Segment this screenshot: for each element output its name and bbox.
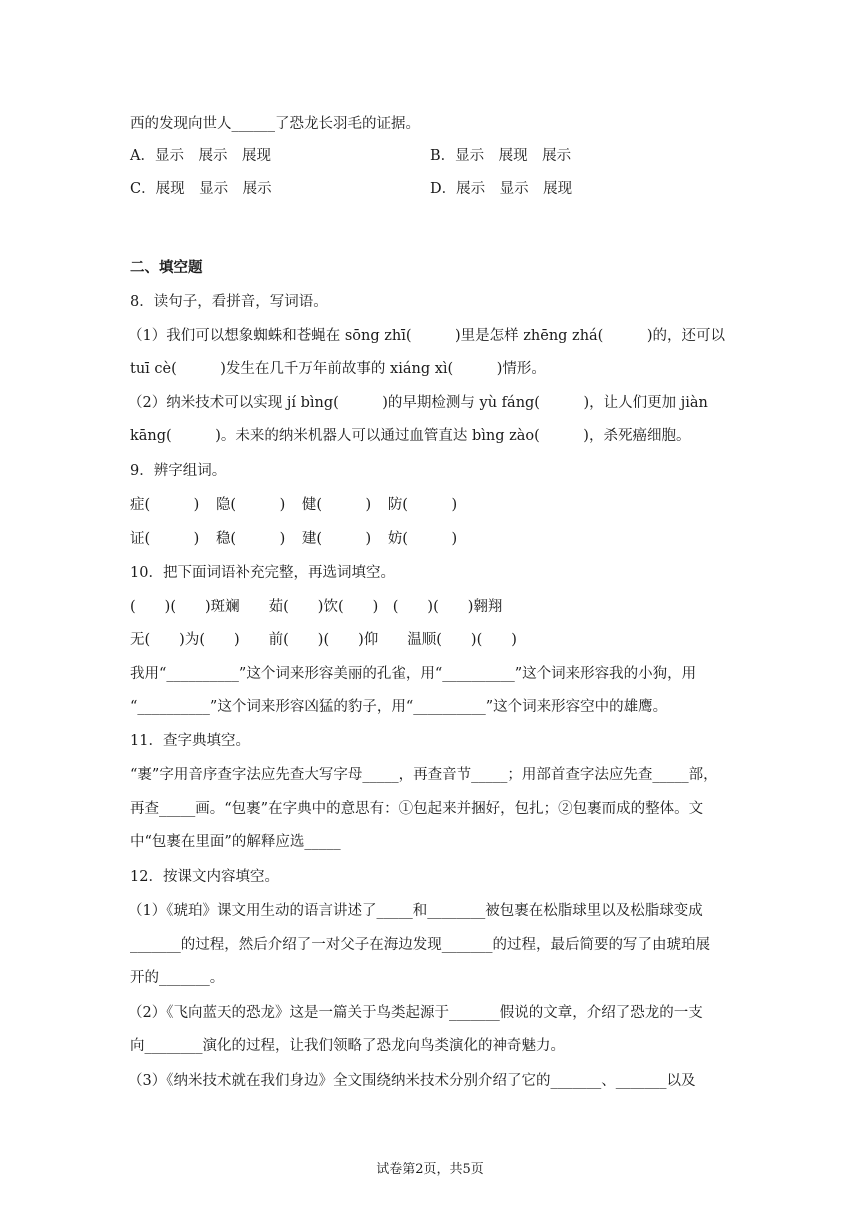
section-title-fill-in: 二、填空题 (130, 259, 203, 276)
q7-option-a[interactable]: A．显示 展示 展现 (130, 148, 271, 164)
q12-line: _______的过程，然后介绍了一对父子在海边发现_______的过程，最后简要的写了由琥珀展 (130, 937, 710, 953)
q10-line: ( )( )斑斓 茹( )饮( ) ( )( )翱翔 (130, 599, 503, 615)
q9-stem: 9．辨字组词。 (130, 463, 227, 479)
q11-line: “裹”字用音序查字法应先查大写字母_____，再查音节_____；用部首查字法应先查_____部， (130, 767, 718, 783)
q7-option-c[interactable]: C．展现 显示 展示 (130, 181, 272, 197)
q12-stem: 12．按课文内容填空。 (130, 869, 279, 885)
q9-item: 隐( ) (215, 497, 286, 513)
q11-stem: 11．查字典填空。 (130, 733, 250, 749)
q8-stem: 8．读句子，看拼音，写词语。 (130, 294, 328, 310)
q8-line: kāng( )。未来的纳米机器人可以通过血管直达 bìng zào( )，杀死癌细胞。 (130, 428, 691, 444)
q8-line: tuī cè( )发生在几千万年前故事的 xiáng xì( )情形。 (130, 361, 546, 377)
q7-option-d[interactable]: D．展示 显示 展现 (430, 181, 573, 197)
q12-line: 向________演化的过程，让我们领略了恐龙向鸟类演化的神奇魅力。 (130, 1038, 565, 1054)
q9-item: 妨( ) (387, 531, 458, 547)
q12-line: （3）《纳米技术就在我们身边》全文围绕纳米技术分别介绍了它的_______、_______以及 (128, 1073, 696, 1089)
q9-row-1 (130, 495, 469, 515)
page-footer: 试卷第2页，共5页 (376, 1162, 484, 1177)
q9-item: 健( ) (301, 497, 372, 513)
q12-line: 开的_______。 (130, 970, 225, 986)
q7-option-b[interactable]: B．显示 展现 展示 (430, 148, 572, 164)
q9-item: 防( ) (387, 497, 458, 513)
q9-row-2 (130, 529, 469, 549)
q11-line: 再查_____画。“包裹”在字典中的意思有：①包起来并捆好，包扎；②包裹而成的整体。文 (130, 801, 704, 817)
q8-line: （2）纳米技术可以实现 jí bìng( )的早期检测与 yù fáng( )，让人们更加 jiàn (128, 395, 708, 411)
q8-line: （1）我们可以想象蜘蛛和苍蝇在 sōng zhī( )里是怎样 zhēng zhá( )的，还可以 (128, 328, 725, 344)
q7-stem-tail: 西的发现向世人______了恐龙长羽毛的证据。 (130, 116, 420, 132)
q12-line: （1）《琥珀》课文用生动的语言讲述了_____和________被包裹在松脂球里以及松脂球变成 (128, 903, 703, 919)
q9-item: 证( ) (130, 531, 200, 547)
q10-line: 我用“__________”这个词来形容美丽的孔雀，用“__________”这个词来形容我的小狗，用 (130, 666, 697, 682)
q10-stem: 10．把下面词语补充完整，再选词填空。 (130, 565, 395, 581)
q9-item: 建( ) (301, 531, 372, 547)
q11-line: 中“包裹在里面”的解释应选_____ (130, 834, 341, 850)
q9-item: 稳( ) (215, 531, 286, 547)
q9-item: 症( ) (130, 497, 200, 513)
q12-line: （2）《飞向蓝天的恐龙》这是一篇关于鸟类起源于_______假说的文章，介绍了恐龙的一支 (128, 1005, 703, 1021)
q10-line: 无( )为( ) 前( )( )仰 温顺( )( ) (130, 632, 517, 648)
q10-line: “__________”这个词来形容凶猛的豹子，用“__________”这个词来形容空中的雄鹰。 (130, 699, 668, 715)
